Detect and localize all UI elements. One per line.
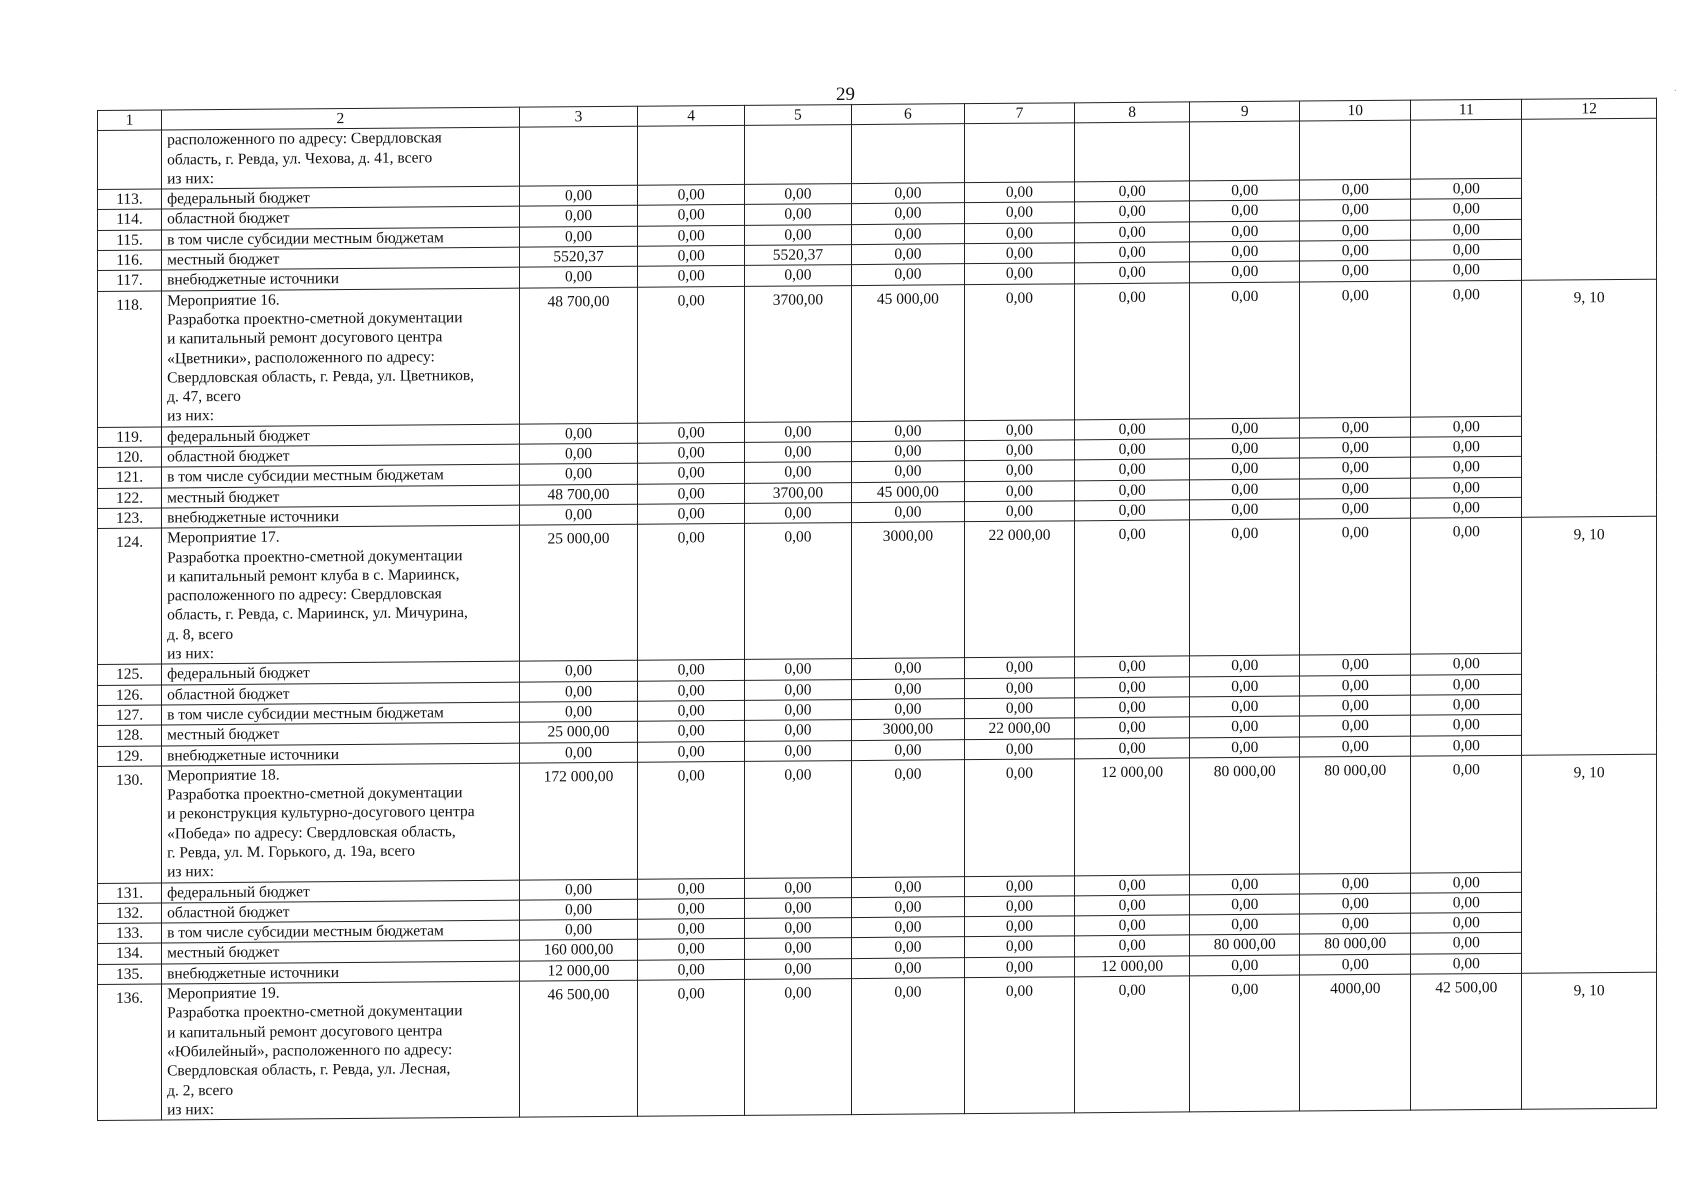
value-cell: 0,00 xyxy=(1190,955,1300,976)
row-number: 122. xyxy=(98,488,162,509)
value-cell: 0,00 xyxy=(1300,893,1411,914)
value-cell xyxy=(965,123,1075,183)
value-cell: 0,00 xyxy=(638,761,745,879)
scan-speck: · xyxy=(1673,86,1677,97)
value-cell: 0,00 xyxy=(519,681,638,702)
value-cell: 0,00 xyxy=(745,204,852,225)
value-cell: 0,00 xyxy=(851,420,964,441)
value-cell: 0,00 xyxy=(1190,221,1300,242)
value-cell: 0,00 xyxy=(851,739,964,760)
value-cell: 45 000,00 xyxy=(851,481,964,502)
reference-cell: 9, 10 xyxy=(1522,972,1657,1109)
value-cell: 0,00 xyxy=(638,939,745,960)
row-description: в том числе субсидии местным бюджетам xyxy=(162,227,520,250)
page-number: 29 xyxy=(836,84,855,105)
value-cell: 0,00 xyxy=(1411,436,1522,457)
value-cell: 0,00 xyxy=(965,440,1075,461)
value-cell: 0,00 xyxy=(745,679,852,700)
value-cell: 0,00 xyxy=(1411,416,1522,437)
col-header: 12 xyxy=(1522,98,1657,119)
value-cell: 48 700,00 xyxy=(519,287,638,424)
value-cell: 0,00 xyxy=(1300,954,1411,975)
value-cell: 0,00 xyxy=(1300,913,1411,934)
value-cell: 0,00 xyxy=(1074,935,1189,956)
row-number xyxy=(98,130,162,189)
row-number: 128. xyxy=(98,725,162,746)
value-cell: 0,00 xyxy=(519,226,638,247)
value-cell: 0,00 xyxy=(1190,241,1300,262)
value-cell: 0,00 xyxy=(1074,201,1189,222)
col-header: 6 xyxy=(851,104,964,125)
row-number: 113. xyxy=(98,189,162,210)
value-cell: 48 700,00 xyxy=(519,484,638,505)
value-cell: 0,00 xyxy=(1300,261,1411,282)
col-header: 8 xyxy=(1074,102,1189,123)
value-cell: 0,00 xyxy=(1411,715,1522,736)
value-cell: 0,00 xyxy=(965,896,1075,917)
value-cell: 0,00 xyxy=(1411,912,1522,933)
value-cell: 42 500,00 xyxy=(1411,973,1522,1110)
value-cell: 0,00 xyxy=(519,899,638,920)
value-cell: 0,00 xyxy=(519,464,638,485)
value-cell: 0,00 xyxy=(1411,219,1522,240)
value-cell: 0,00 xyxy=(745,184,852,205)
row-description: Мероприятие 18. Разработка проектно-сметной документации и реконструкция культурно-досугового центра «Победа» по адресу: Свердловская область, г. Ревда, ул. М. Горького, д. 19а, всего из них: xyxy=(162,763,520,883)
value-cell: 0,00 xyxy=(1300,715,1411,736)
value-cell: 0,00 xyxy=(745,979,852,1116)
value-cell: 0,00 xyxy=(519,661,638,682)
value-cell: 5520,37 xyxy=(519,246,638,267)
row-description: Мероприятие 16. Разработка проектно-сметной документации и капитальный ремонт досугового центра «Цветники», расположенного по адресу: Свердловская область, г. Ревда, ул. Цветников, д. 47, всего из них: xyxy=(162,288,520,427)
value-cell: 0,00 xyxy=(1074,697,1189,718)
row-description: местный бюджет xyxy=(162,722,520,745)
row-number: 121. xyxy=(98,467,162,488)
value-cell: 0,00 xyxy=(1190,180,1300,201)
row-description: областной бюджет xyxy=(162,900,520,923)
row-number: 129. xyxy=(98,745,162,766)
row-number: 117. xyxy=(98,270,162,291)
value-cell: 0,00 xyxy=(1190,418,1300,439)
value-cell: 0,00 xyxy=(1300,281,1411,418)
row-description: Мероприятие 17. Разработка проектно-сметной документации и капитальный ремонт клуба в с. Мариинск, расположенного по адресу: Свердловская область, г. Ревда, с. Мариинск, ул. Мичурина, д. 8, всего из них: xyxy=(162,525,520,664)
value-cell: 0,00 xyxy=(965,420,1075,441)
value-cell: 22 000,00 xyxy=(965,718,1075,739)
value-cell: 0,00 xyxy=(519,185,638,206)
value-cell: 0,00 xyxy=(1411,953,1522,974)
value-cell: 80 000,00 xyxy=(1300,756,1411,874)
value-cell: 0,00 xyxy=(1190,914,1300,935)
value-cell: 0,00 xyxy=(1300,518,1411,655)
row-description: федеральный бюджет xyxy=(162,186,520,209)
value-cell: 0,00 xyxy=(638,660,745,681)
value-cell: 0,00 xyxy=(965,460,1075,481)
value-cell: 0,00 xyxy=(965,875,1075,896)
value-cell: 0,00 xyxy=(1411,260,1522,281)
value-cell: 0,00 xyxy=(1300,736,1411,757)
value-cell: 0,00 xyxy=(638,205,745,226)
row-description: в том числе субсидии местным бюджетам xyxy=(162,920,520,943)
value-cell: 0,00 xyxy=(851,897,964,918)
value-cell: 0,00 xyxy=(1300,417,1411,438)
value-cell: 0,00 xyxy=(965,698,1075,719)
value-cell: 0,00 xyxy=(851,244,964,265)
value-cell: 0,00 xyxy=(638,979,745,1116)
value-cell: 22 000,00 xyxy=(965,521,1075,658)
row-number: 130. xyxy=(98,766,162,883)
value-cell: 0,00 xyxy=(965,263,1075,284)
value-cell: 0,00 xyxy=(745,740,852,761)
value-cell: 0,00 xyxy=(745,958,852,979)
row-description: расположенного по адресу: Свердловская область, г. Ревда, ул. Чехова, д. 41, всего из них: xyxy=(162,127,520,189)
row-description: внебюджетные источники xyxy=(162,268,520,291)
row-number: 114. xyxy=(98,209,162,230)
value-cell: 0,00 xyxy=(745,918,852,939)
value-cell: 0,00 xyxy=(1190,499,1300,520)
value-cell: 0,00 xyxy=(965,480,1075,501)
row-description: местный бюджет xyxy=(162,485,520,508)
value-cell: 0,00 xyxy=(1411,674,1522,695)
value-cell: 0,00 xyxy=(745,720,852,741)
value-cell: 0,00 xyxy=(1074,439,1189,460)
row-number: 133. xyxy=(98,923,162,944)
value-cell: 160 000,00 xyxy=(519,940,638,961)
value-cell: 0,00 xyxy=(1411,280,1522,417)
value-cell: 0,00 xyxy=(745,442,852,463)
value-cell: 0,00 xyxy=(851,203,964,224)
value-cell: 0,00 xyxy=(1300,478,1411,499)
value-cell: 0,00 xyxy=(1190,676,1300,697)
value-cell: 3700,00 xyxy=(745,285,852,422)
value-cell: 0,00 xyxy=(1074,915,1189,936)
value-cell: 0,00 xyxy=(1074,242,1189,263)
value-cell: 0,00 xyxy=(1190,479,1300,500)
col-header: 10 xyxy=(1300,100,1411,121)
value-cell: 0,00 xyxy=(1074,181,1189,202)
value-cell: 0,00 xyxy=(1074,283,1189,420)
value-cell: 0,00 xyxy=(638,680,745,701)
value-cell: 0,00 xyxy=(1190,438,1300,459)
value-cell: 0,00 xyxy=(1190,458,1300,479)
row-description: местный бюджет xyxy=(162,247,520,270)
value-cell: 0,00 xyxy=(519,267,638,288)
value-cell xyxy=(851,124,964,184)
row-number: 136. xyxy=(98,984,162,1121)
value-cell: 0,00 xyxy=(638,524,745,661)
value-cell: 0,00 xyxy=(1190,519,1300,656)
row-description: федеральный бюджет xyxy=(162,424,520,447)
value-cell: 0,00 xyxy=(1411,654,1522,675)
value-cell: 172 000,00 xyxy=(519,762,638,880)
value-cell: 0,00 xyxy=(1190,696,1300,717)
row-number: 118. xyxy=(98,291,162,428)
value-cell: 0,00 xyxy=(1411,518,1522,655)
value-cell: 80 000,00 xyxy=(1190,757,1300,875)
row-number: 123. xyxy=(98,508,162,529)
value-cell: 0,00 xyxy=(1300,675,1411,696)
value-cell: 0,00 xyxy=(965,759,1075,877)
value-cell: 3000,00 xyxy=(851,719,964,740)
value-cell: 0,00 xyxy=(519,423,638,444)
value-cell: 0,00 xyxy=(1190,716,1300,737)
value-cell: 0,00 xyxy=(1190,201,1300,222)
value-cell: 0,00 xyxy=(638,741,745,762)
value-cell: 0,00 xyxy=(965,202,1075,223)
reference-cell: 9, 10 xyxy=(1522,516,1657,755)
value-cell: 0,00 xyxy=(851,699,964,720)
value-cell: 0,00 xyxy=(519,504,638,525)
row-description: Мероприятие 19. Разработка проектно-сметной документации и капитальный ремонт досугового центра «Юбилейный», расположенного по адресу: Свердловская область, г. Ревда, ул. Лесная, д. 2, всего из них: xyxy=(162,981,520,1120)
row-description: внебюджетные источники xyxy=(162,961,520,984)
value-cell: 0,00 xyxy=(638,878,745,899)
value-cell: 0,00 xyxy=(519,879,638,900)
value-cell xyxy=(1190,121,1300,181)
value-cell: 0,00 xyxy=(1411,735,1522,756)
value-cell: 0,00 xyxy=(1411,497,1522,518)
value-cell: 0,00 xyxy=(965,916,1075,937)
col-header: 1 xyxy=(98,110,162,131)
value-cell xyxy=(519,127,638,187)
value-cell: 0,00 xyxy=(1300,873,1411,894)
value-cell: 0,00 xyxy=(1074,480,1189,501)
value-cell: 0,00 xyxy=(745,462,852,483)
row-description: местный бюджет xyxy=(162,941,520,964)
value-cell: 0,00 xyxy=(965,738,1075,759)
row-description: в том числе субсидии местным бюджетам xyxy=(162,465,520,488)
value-cell: 0,00 xyxy=(851,937,964,958)
row-number: 125. xyxy=(98,664,162,685)
value-cell: 0,00 xyxy=(1300,220,1411,241)
value-cell: 0,00 xyxy=(1300,458,1411,479)
value-cell: 0,00 xyxy=(638,463,745,484)
value-cell: 0,00 xyxy=(965,223,1075,244)
value-cell: 0,00 xyxy=(638,266,745,287)
value-cell: 0,00 xyxy=(1074,520,1189,657)
value-cell: 0,00 xyxy=(1190,261,1300,282)
col-header: 4 xyxy=(638,105,745,126)
value-cell xyxy=(1411,120,1522,180)
value-cell: 0,00 xyxy=(1074,874,1189,895)
value-cell: 0,00 xyxy=(851,502,964,523)
value-cell: 0,00 xyxy=(745,265,852,286)
value-cell: 0,00 xyxy=(638,959,745,980)
value-cell: 0,00 xyxy=(519,701,638,722)
row-description: в том числе субсидии местным бюджетам xyxy=(162,702,520,725)
value-cell: 0,00 xyxy=(1411,178,1522,199)
value-cell: 0,00 xyxy=(519,443,638,464)
row-description: областной бюджет xyxy=(162,682,520,705)
event-row xyxy=(98,972,1657,1120)
value-cell: 0,00 xyxy=(1074,717,1189,738)
value-cell: 0,00 xyxy=(1411,755,1522,873)
value-cell: 0,00 xyxy=(851,461,964,482)
value-cell: 0,00 xyxy=(1300,437,1411,458)
value-cell: 0,00 xyxy=(851,223,964,244)
value-cell: 0,00 xyxy=(745,503,852,524)
value-cell: 0,00 xyxy=(745,421,852,442)
col-header: 3 xyxy=(519,106,638,127)
value-cell: 12 000,00 xyxy=(1074,956,1189,977)
value-cell: 0,00 xyxy=(1074,895,1189,916)
row-number: 131. xyxy=(98,883,162,904)
row-number: 134. xyxy=(98,943,162,964)
value-cell: 3000,00 xyxy=(851,522,964,659)
value-cell xyxy=(638,126,745,186)
value-cell: 0,00 xyxy=(1074,500,1189,521)
value-cell: 0,00 xyxy=(851,957,964,978)
value-cell: 0,00 xyxy=(745,523,852,660)
col-header: 7 xyxy=(965,103,1075,124)
value-cell: 0,00 xyxy=(745,659,852,680)
value-cell: 0,00 xyxy=(1300,200,1411,221)
value-cell: 0,00 xyxy=(745,224,852,245)
value-cell: 3700,00 xyxy=(745,482,852,503)
value-cell: 0,00 xyxy=(638,721,745,742)
value-cell: 0,00 xyxy=(1300,240,1411,261)
value-cell: 0,00 xyxy=(745,938,852,959)
value-cell: 5520,37 xyxy=(745,245,852,266)
value-cell: 0,00 xyxy=(638,286,745,423)
value-cell: 0,00 xyxy=(1300,654,1411,675)
row-description: областной бюджет xyxy=(162,444,520,467)
value-cell: 0,00 xyxy=(638,700,745,721)
row-number: 132. xyxy=(98,903,162,924)
row-description: федеральный бюджет xyxy=(162,661,520,684)
reference-cell xyxy=(1522,119,1657,280)
value-cell xyxy=(745,125,852,185)
value-cell: 0,00 xyxy=(638,483,745,504)
value-cell: 0,00 xyxy=(1190,975,1300,1112)
row-number: 115. xyxy=(98,230,162,251)
value-cell xyxy=(1074,122,1189,182)
value-cell: 0,00 xyxy=(851,759,964,877)
value-cell: 0,00 xyxy=(638,245,745,266)
value-cell: 0,00 xyxy=(851,658,964,679)
value-cell: 0,00 xyxy=(638,225,745,246)
reference-cell: 9, 10 xyxy=(1522,754,1657,973)
value-cell: 0,00 xyxy=(965,677,1075,698)
row-number: 127. xyxy=(98,705,162,726)
value-cell: 0,00 xyxy=(851,678,964,699)
value-cell: 0,00 xyxy=(638,919,745,940)
value-cell: 0,00 xyxy=(745,877,852,898)
value-cell: 0,00 xyxy=(638,442,745,463)
value-cell: 0,00 xyxy=(965,977,1075,1114)
event-row xyxy=(98,516,1657,664)
value-cell: 25 000,00 xyxy=(519,721,638,742)
value-cell: 0,00 xyxy=(519,206,638,227)
row-description: внебюджетные источники xyxy=(162,505,520,528)
value-cell: 0,00 xyxy=(1411,933,1522,954)
value-cell: 25 000,00 xyxy=(519,524,638,661)
value-cell: 80 000,00 xyxy=(1300,934,1411,955)
value-cell: 0,00 xyxy=(1411,694,1522,715)
col-header: 11 xyxy=(1411,99,1522,120)
value-cell: 0,00 xyxy=(965,501,1075,522)
value-cell: 0,00 xyxy=(638,503,745,524)
value-cell: 0,00 xyxy=(965,283,1075,420)
value-cell: 0,00 xyxy=(851,876,964,897)
value-cell: 0,00 xyxy=(1190,874,1300,895)
value-cell: 0,00 xyxy=(1190,894,1300,915)
value-cell: 0,00 xyxy=(1074,976,1189,1113)
value-cell: 12 000,00 xyxy=(519,960,638,981)
value-cell: 12 000,00 xyxy=(1074,758,1189,876)
value-cell: 0,00 xyxy=(1411,477,1522,498)
value-cell: 0,00 xyxy=(965,957,1075,978)
value-cell: 0,00 xyxy=(745,760,852,878)
row-number: 124. xyxy=(98,528,162,665)
value-cell: 0,00 xyxy=(1074,737,1189,758)
value-cell: 0,00 xyxy=(1190,655,1300,676)
value-cell: 0,00 xyxy=(851,183,964,204)
value-cell: 0,00 xyxy=(965,657,1075,678)
col-header: 9 xyxy=(1190,101,1300,122)
value-cell: 0,00 xyxy=(638,185,745,206)
event-row xyxy=(98,754,1657,883)
row-number: 126. xyxy=(98,685,162,706)
row-description: внебюджетные источники xyxy=(162,743,520,766)
col-header: 2 xyxy=(162,107,520,130)
value-cell: 0,00 xyxy=(965,182,1075,203)
col-header: 5 xyxy=(745,105,852,126)
value-cell: 0,00 xyxy=(638,422,745,443)
row-number: 135. xyxy=(98,964,162,985)
row-number: 116. xyxy=(98,250,162,271)
value-cell: 0,00 xyxy=(1074,262,1189,283)
value-cell: 0,00 xyxy=(1190,282,1300,419)
value-cell: 0,00 xyxy=(965,936,1075,957)
value-cell: 0,00 xyxy=(638,898,745,919)
value-cell: 45 000,00 xyxy=(851,284,964,421)
value-cell: 0,00 xyxy=(1074,419,1189,440)
value-cell xyxy=(1300,120,1411,180)
value-cell: 0,00 xyxy=(519,919,638,940)
row-number: 120. xyxy=(98,447,162,468)
value-cell: 46 500,00 xyxy=(519,980,638,1117)
value-cell: 0,00 xyxy=(1411,199,1522,220)
value-cell: 0,00 xyxy=(1300,695,1411,716)
value-cell: 0,00 xyxy=(851,441,964,462)
value-cell: 0,00 xyxy=(745,897,852,918)
row-description: федеральный бюджет xyxy=(162,880,520,903)
value-cell: 80 000,00 xyxy=(1190,935,1300,956)
value-cell: 0,00 xyxy=(1190,737,1300,758)
value-cell: 0,00 xyxy=(519,742,638,763)
value-cell: 0,00 xyxy=(1411,872,1522,893)
event-row xyxy=(98,279,1657,427)
value-cell: 4000,00 xyxy=(1300,974,1411,1111)
value-cell: 0,00 xyxy=(745,699,852,720)
value-cell: 0,00 xyxy=(1411,892,1522,913)
reference-cell: 9, 10 xyxy=(1522,279,1657,518)
value-cell: 0,00 xyxy=(1411,239,1522,260)
value-cell: 0,00 xyxy=(1074,222,1189,243)
value-cell: 0,00 xyxy=(1300,498,1411,519)
value-cell: 0,00 xyxy=(1411,457,1522,478)
row-description: областной бюджет xyxy=(162,207,520,230)
value-cell: 0,00 xyxy=(851,264,964,285)
value-cell: 0,00 xyxy=(851,978,964,1115)
value-cell: 0,00 xyxy=(1074,677,1189,698)
budget-table xyxy=(97,98,1657,1121)
value-cell: 0,00 xyxy=(1300,179,1411,200)
value-cell: 0,00 xyxy=(965,243,1075,264)
value-cell: 0,00 xyxy=(1074,459,1189,480)
value-cell: 0,00 xyxy=(851,917,964,938)
value-cell: 0,00 xyxy=(1074,656,1189,677)
row-number: 119. xyxy=(98,427,162,448)
